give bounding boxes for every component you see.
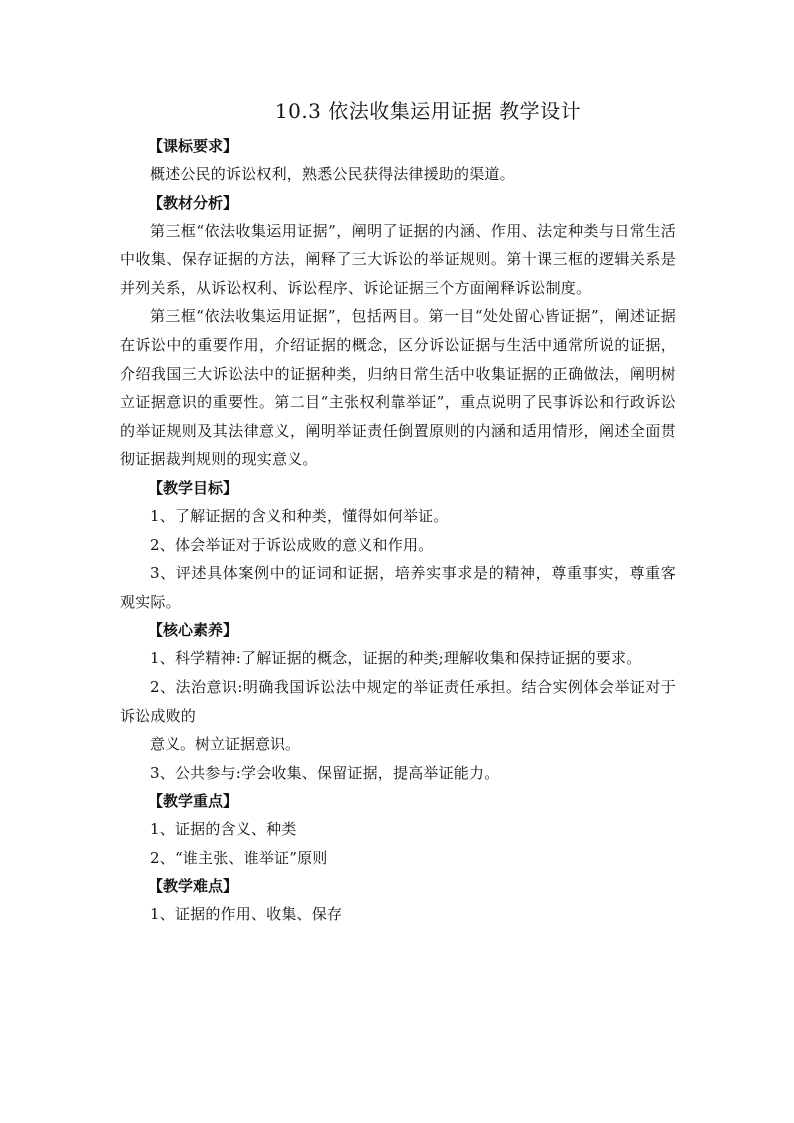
analysis-paragraph-1: 第三框“依法收集运用证据”，阐明了证据的内涵、作用、法定种类与日常生活中收集、保存证据的方法，阐释了三大诉讼的举证规则。第十课三框的逻辑关系是并列关系，从诉讼权利、诉讼程序、诉论证据三个方面阐释诉讼制度。 [120,221,676,297]
heading-literacy: 【核心素养】 [148,621,239,640]
curriculum-text: 概述公民的诉讼权利，熟悉公民获得法律援助的渠道。 [150,165,515,183]
objective-item: 2、体会举证对于诉讼成败的意义和作用。 [150,535,434,554]
heading-keypoints: 【教学重点】 [148,792,239,811]
difficulty-item: 1、证据的作用、收集、保存 [150,905,343,924]
heading-analysis: 【教材分析】 [148,193,239,212]
keypoint-item: 2、“谁主张、谁举证”原则 [150,848,328,867]
literacy-item-continuation: 意义。树立证据意识。 [150,735,301,754]
heading-curriculum: 【课标要求】 [148,137,239,155]
objective-item: 1、了解证据的含义和种类，懂得如何举证。 [150,506,449,525]
analysis-paragraph-2: 第三框“依法收集运用证据”，包括两目。第一目“处处留心皆证据”，阐述证据在诉讼中的重要作用，介绍证据的概念，区分诉讼证据与生活中通常所说的证据，介绍我国三大诉讼法中的证据种类，归纳日常生活中收集证据的正确做法，阐明树立证据意识的重要性。第二目“主张权利靠举证”，重点说明了民事诉讼和行政诉讼的举证规则及其法律意义，阐明举证责任倒置原则的内涵和适用情形，阐述全面贯彻证据裁判规则的现实意义。 [120,307,676,469]
objective-item: 3、评述具体案例中的证词和证据，培养实事求是的精神，尊重事实，尊重客观实际。 [120,564,676,611]
literacy-item: 2、法治意识:明确我国诉讼法中规定的举证责任承担。结合实例体会举证对于诉讼成败的 [120,677,676,725]
literacy-item: 1、科学精神:了解证据的概念，证据的种类;理解收集和保持证据的要求。 [150,649,642,668]
document-title: 10.3 依法收集运用证据 教学设计 [274,99,582,123]
literacy-item: 3、公共参与:学会收集、保留证据，提高举证能力。 [150,763,500,782]
document-content [120,96,676,929]
heading-difficulties: 【教学难点】 [148,877,239,896]
heading-objectives: 【教学目标】 [148,478,239,497]
keypoint-item: 1、证据的含义、种类 [150,820,297,839]
